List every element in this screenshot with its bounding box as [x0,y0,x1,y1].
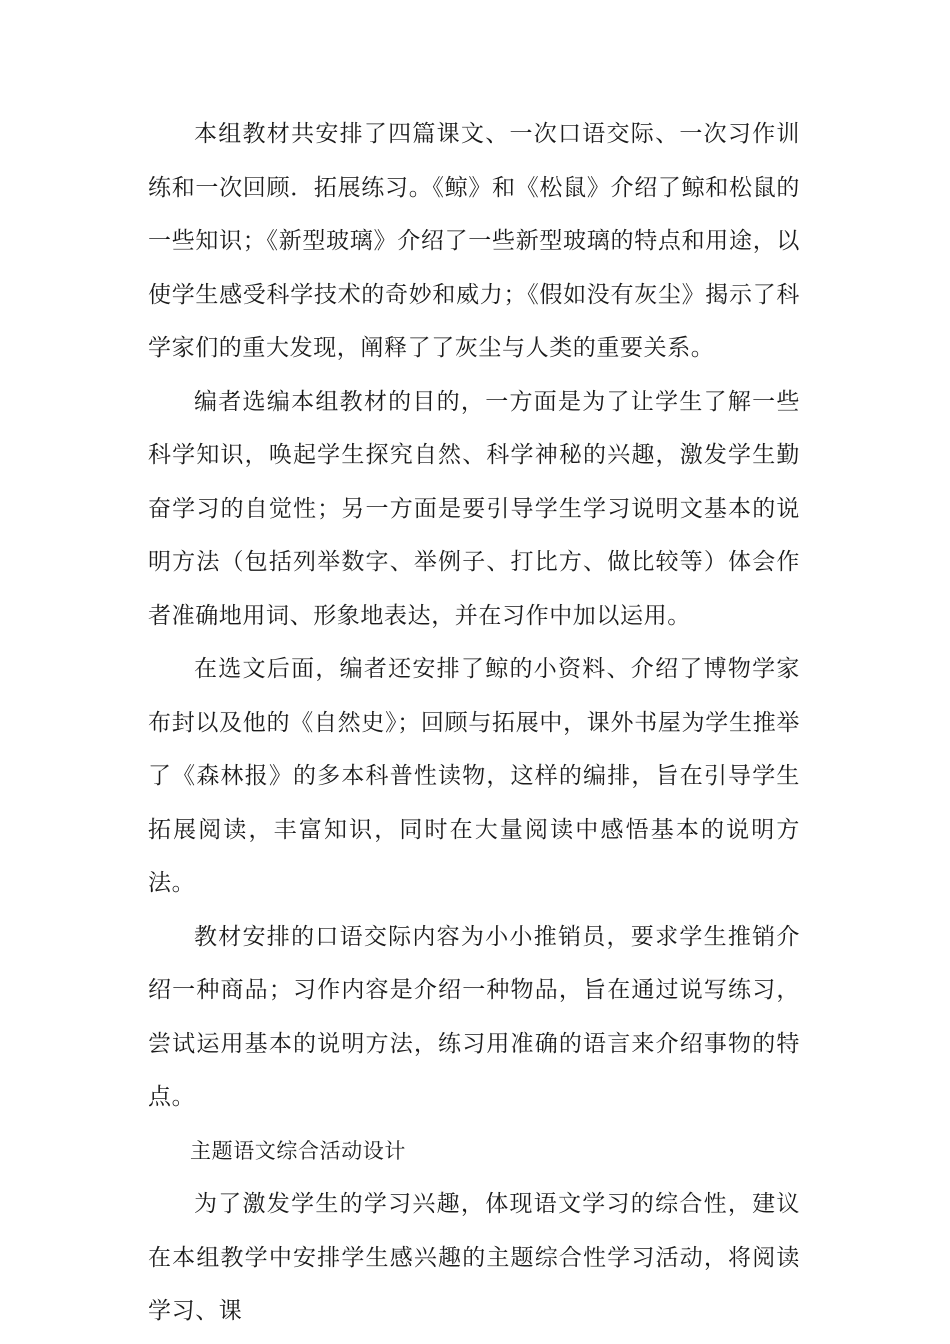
paragraph-supplementary-materials: 在选文后面，编者还安排了鲸的小资料、介绍了博物学家布封以及他的《自然史》；回顾与拓展中，课外书屋为学生推举了《森林报》的多本科普性读物，这样的编排，旨在引导学生拓展阅读，丰富知识，同时在大量阅读中感悟基本的说明方法。 [148,656,800,896]
section-heading: 主题语文综合活动设计 [190,1138,406,1163]
paragraph-textbook-overview: 本组教材共安排了四篇课文、一次口语交际、一次习作训练和一次回顾．拓展练习。《鲸》和《松鼠》介绍了鲸和松鼠的一些知识；《新型玻璃》介绍了一些新型玻璃的特点和用途，以使学生感受科学技术的奇妙和威力；《假如没有灰尘》揭示了科学家们的重大发现，阐释了了灰尘与人类的重要关系。 [148,121,800,361]
paragraph-activity-design: 为了激发学生的学习兴趣，体现语文学习的综合性，建议在本组教学中安排学生感兴趣的主题综合性学习活动，将阅读学习、课 [148,1191,800,1324]
document-body [148,108,800,1339]
paragraph-oral-and-writing: 教材安排的口语交际内容为小小推销员，要求学生推销介绍一种商品；习作内容是介绍一种物品，旨在通过说写练习，尝试运用基本的说明方法，练习用准确的语言来介绍事物的特点。 [148,923,800,1110]
paragraph-editor-purpose: 编者选编本组教材的目的，一方面是为了让学生了解一些科学知识，唤起学生探究自然、科学神秘的兴趣，激发学生勤奋学习的自觉性；另一方面是要引导学生学习说明文基本的说明方法（包括列举数字、举例子、打比方、做比较等）体会作者准确地用词、形象地表达，并在习作中加以运用。 [148,388,800,629]
